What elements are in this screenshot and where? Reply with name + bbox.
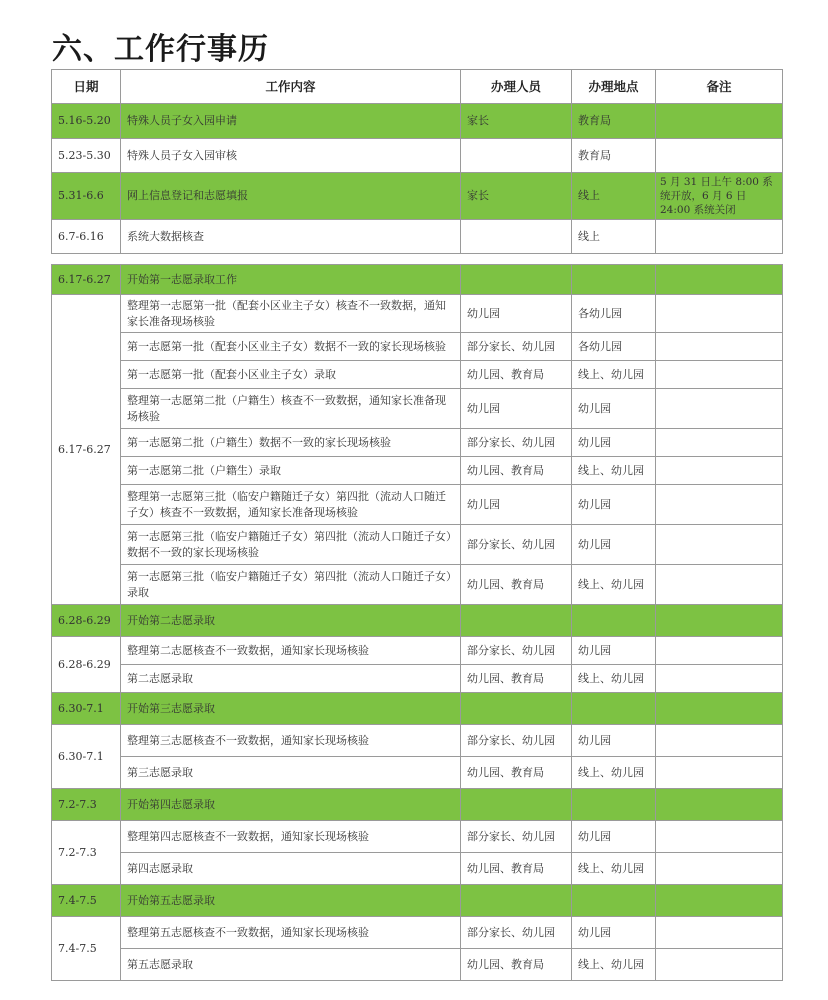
table-row bbox=[52, 220, 783, 254]
row-date: 5.16-5.20 bbox=[52, 104, 121, 139]
row-place: 线上 bbox=[572, 173, 656, 220]
row-person: 部分家长、幼儿园 bbox=[461, 333, 572, 361]
row-place: 教育局 bbox=[572, 139, 656, 173]
schedule-table-top bbox=[51, 69, 783, 254]
row-place: 幼儿园 bbox=[572, 917, 656, 949]
row-content: 整理第一志愿第三批（临安户籍随迁子女）第四批（流动人口随迁子女）核查不一致数据，通知家长准备现场核验 bbox=[121, 485, 461, 525]
table-row bbox=[52, 485, 783, 525]
header-place: 办理地点 bbox=[572, 70, 656, 104]
table-row bbox=[52, 565, 783, 605]
row-place: 教育局 bbox=[572, 104, 656, 139]
row-place: 幼儿园 bbox=[572, 389, 656, 429]
row-person bbox=[461, 139, 572, 173]
row-content: 第一志愿第二批（户籍生）数据不一致的家长现场核验 bbox=[121, 429, 461, 457]
row-person bbox=[461, 220, 572, 254]
round-header-row bbox=[52, 885, 783, 917]
table-header-row bbox=[52, 70, 783, 104]
row-content: 第一志愿第三批（临安户籍随迁子女）第四批（流动人口随迁子女）数据不一致的家长现场核验 bbox=[121, 525, 461, 565]
table-row bbox=[52, 757, 783, 789]
row-place: 线上、幼儿园 bbox=[572, 949, 656, 981]
table-row bbox=[52, 104, 783, 139]
round-date: 6.28-6.29 bbox=[52, 605, 121, 637]
round-date: 6.17-6.27 bbox=[52, 265, 121, 295]
row-place: 线上、幼儿园 bbox=[572, 565, 656, 605]
row-person: 部分家长、幼儿园 bbox=[461, 637, 572, 665]
row-person: 部分家长、幼儿园 bbox=[461, 917, 572, 949]
row-person: 部分家长、幼儿园 bbox=[461, 525, 572, 565]
row-content: 第三志愿录取 bbox=[121, 757, 461, 789]
table-row bbox=[52, 525, 783, 565]
row-place: 线上、幼儿园 bbox=[572, 457, 656, 485]
row-content: 整理第四志愿核查不一致数据，通知家长现场核验 bbox=[121, 821, 461, 853]
table-row bbox=[52, 725, 783, 757]
row-place: 幼儿园 bbox=[572, 821, 656, 853]
row-person: 幼儿园、教育局 bbox=[461, 757, 572, 789]
round-header-row bbox=[52, 605, 783, 637]
row-content: 网上信息登记和志愿填报 bbox=[121, 173, 461, 220]
table-row bbox=[52, 361, 783, 389]
table-row bbox=[52, 429, 783, 457]
row-date: 5.31-6.6 bbox=[52, 173, 121, 220]
round-header-row bbox=[52, 789, 783, 821]
table-row bbox=[52, 139, 783, 173]
header-content: 工作内容 bbox=[121, 70, 461, 104]
round-date-cell: 7.4-7.5 bbox=[52, 917, 121, 981]
round-header-row bbox=[52, 265, 783, 295]
row-content: 第一志愿第一批（配套小区业主子女）录取 bbox=[121, 361, 461, 389]
table-row bbox=[52, 295, 783, 333]
header-date: 日期 bbox=[52, 70, 121, 104]
row-person: 幼儿园、教育局 bbox=[461, 457, 572, 485]
row-date: 6.7-6.16 bbox=[52, 220, 121, 254]
row-content: 第一志愿第三批（临安户籍随迁子女）第四批（流动人口随迁子女）录取 bbox=[121, 565, 461, 605]
row-place: 幼儿园 bbox=[572, 725, 656, 757]
row-person: 家长 bbox=[461, 173, 572, 220]
row-place: 幼儿园 bbox=[572, 525, 656, 565]
row-content: 系统大数据核查 bbox=[121, 220, 461, 254]
row-note bbox=[656, 220, 783, 254]
round-date-cell: 6.17-6.27 bbox=[52, 295, 121, 605]
row-place: 幼儿园 bbox=[572, 485, 656, 525]
row-note bbox=[656, 104, 783, 139]
table-row bbox=[52, 333, 783, 361]
row-person: 家长 bbox=[461, 104, 572, 139]
row-content: 第五志愿录取 bbox=[121, 949, 461, 981]
row-person: 部分家长、幼儿园 bbox=[461, 429, 572, 457]
round-date: 6.30-7.1 bbox=[52, 693, 121, 725]
row-content: 特殊人员子女入园审核 bbox=[121, 139, 461, 173]
header-note: 备注 bbox=[656, 70, 783, 104]
row-place: 各幼儿园 bbox=[572, 295, 656, 333]
round-date: 7.2-7.3 bbox=[52, 789, 121, 821]
table-row bbox=[52, 389, 783, 429]
row-person: 幼儿园、教育局 bbox=[461, 853, 572, 885]
schedule-table-rounds bbox=[51, 264, 783, 981]
row-person: 幼儿园 bbox=[461, 389, 572, 429]
table-row bbox=[52, 457, 783, 485]
row-content: 特殊人员子女入园申请 bbox=[121, 104, 461, 139]
row-place: 各幼儿园 bbox=[572, 333, 656, 361]
round-title: 开始第五志愿录取 bbox=[121, 885, 461, 917]
round-title: 开始第四志愿录取 bbox=[121, 789, 461, 821]
row-content: 整理第二志愿核查不一致数据，通知家长现场核验 bbox=[121, 637, 461, 665]
row-person: 幼儿园 bbox=[461, 485, 572, 525]
row-content: 整理第三志愿核查不一致数据，通知家长现场核验 bbox=[121, 725, 461, 757]
table-row bbox=[52, 637, 783, 665]
row-place: 幼儿园 bbox=[572, 637, 656, 665]
row-person: 幼儿园、教育局 bbox=[461, 565, 572, 605]
row-person: 幼儿园、教育局 bbox=[461, 361, 572, 389]
row-place: 线上、幼儿园 bbox=[572, 665, 656, 693]
row-person: 幼儿园、教育局 bbox=[461, 949, 572, 981]
table-row bbox=[52, 665, 783, 693]
table-row bbox=[52, 949, 783, 981]
row-date: 5.23-5.30 bbox=[52, 139, 121, 173]
header-person: 办理人员 bbox=[461, 70, 572, 104]
row-place: 线上 bbox=[572, 220, 656, 254]
row-person: 部分家长、幼儿园 bbox=[461, 821, 572, 853]
row-content: 第四志愿录取 bbox=[121, 853, 461, 885]
row-place: 线上、幼儿园 bbox=[572, 361, 656, 389]
row-content: 第一志愿第一批（配套小区业主子女）数据不一致的家长现场核验 bbox=[121, 333, 461, 361]
row-content: 整理第一志愿第一批（配套小区业主子女）核查不一致数据，通知家长准备现场核验 bbox=[121, 295, 461, 333]
row-person: 部分家长、幼儿园 bbox=[461, 725, 572, 757]
table-row bbox=[52, 173, 783, 220]
row-place: 线上、幼儿园 bbox=[572, 853, 656, 885]
row-note: 5 月 31 日上午 8:00 系统开放，6 月 6 日 24:00 系统关闭 bbox=[656, 173, 783, 220]
page-title: 六、工作行事历 bbox=[52, 32, 269, 67]
row-place: 幼儿园 bbox=[572, 429, 656, 457]
table-row bbox=[52, 917, 783, 949]
round-date: 7.4-7.5 bbox=[52, 885, 121, 917]
round-date-cell: 6.30-7.1 bbox=[52, 725, 121, 789]
table-row bbox=[52, 853, 783, 885]
row-content: 整理第一志愿第二批（户籍生）核查不一致数据，通知家长准备现场核验 bbox=[121, 389, 461, 429]
round-title: 开始第一志愿录取工作 bbox=[121, 265, 461, 295]
row-content: 第一志愿第二批（户籍生）录取 bbox=[121, 457, 461, 485]
row-person: 幼儿园 bbox=[461, 295, 572, 333]
row-note bbox=[656, 139, 783, 173]
row-content: 整理第五志愿核查不一致数据，通知家长现场核验 bbox=[121, 917, 461, 949]
round-date-cell: 7.2-7.3 bbox=[52, 821, 121, 885]
row-person: 幼儿园、教育局 bbox=[461, 665, 572, 693]
row-place: 线上、幼儿园 bbox=[572, 757, 656, 789]
round-header-row bbox=[52, 693, 783, 725]
round-title: 开始第二志愿录取 bbox=[121, 605, 461, 637]
round-title: 开始第三志愿录取 bbox=[121, 693, 461, 725]
table-row bbox=[52, 821, 783, 853]
round-date-cell: 6.28-6.29 bbox=[52, 637, 121, 693]
row-content: 第二志愿录取 bbox=[121, 665, 461, 693]
